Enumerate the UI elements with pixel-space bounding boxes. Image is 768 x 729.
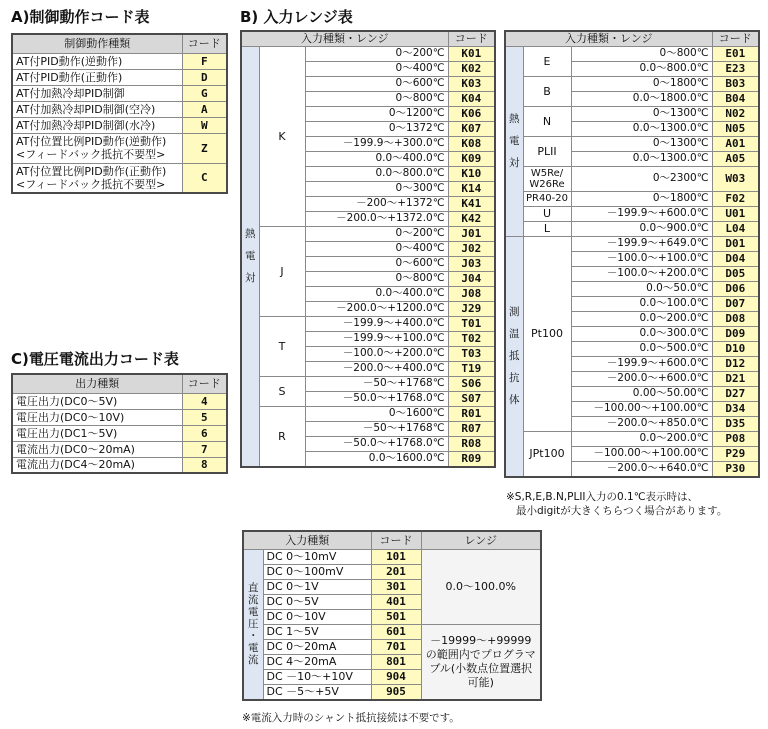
control-action-table [11, 33, 228, 194]
action-label: AT付加熱冷却PID制御 [12, 85, 182, 101]
range-code: F02 [712, 191, 759, 206]
range-code: K09 [448, 151, 495, 166]
type-r-label: R [259, 406, 305, 467]
range-code: R01 [448, 406, 495, 421]
dc-input-code: 905 [371, 684, 421, 700]
range-value: －200.0～+400.0℃ [305, 361, 448, 376]
range-code: D34 [712, 401, 759, 416]
range-value: 0.0～1800.0℃ [571, 91, 712, 106]
dc-input-label: DC －5～+5V [263, 684, 371, 700]
range-value: 0～400℃ [305, 241, 448, 256]
range-value: －199.9～+600.0℃ [571, 206, 712, 221]
range-code: J03 [448, 256, 495, 271]
output-label: 電流出力(DC0～20mA) [12, 441, 182, 457]
range-row [505, 166, 759, 191]
range-code: J08 [448, 286, 495, 301]
range-value: 0.0～1300.0℃ [571, 151, 712, 166]
range-value: －200.0～+1200.0℃ [305, 301, 448, 316]
range-row [505, 236, 759, 251]
range-code: K07 [448, 121, 495, 136]
type-label: B [523, 76, 571, 106]
range-value: 0～800℃ [571, 46, 712, 61]
output-label: 電圧出力(DC0～10V) [12, 409, 182, 425]
range-value: 0～600℃ [305, 256, 448, 271]
dc-input-label: DC 4～20mA [263, 654, 371, 669]
range-code: D10 [712, 341, 759, 356]
range-value: 0～1600℃ [305, 406, 448, 421]
range-code: B04 [712, 91, 759, 106]
type-label: L [523, 221, 571, 236]
range-row [241, 46, 495, 61]
range-value: －200.0～+1372.0℃ [305, 211, 448, 226]
range-value: 0～300℃ [305, 181, 448, 196]
range-code: T19 [448, 361, 495, 376]
range-code: D01 [712, 236, 759, 251]
dc-input-label: DC 0～1V [263, 579, 371, 594]
range-value: 0.0～500.0℃ [571, 341, 712, 356]
range-row [505, 431, 759, 446]
range-code: E23 [712, 61, 759, 76]
output-label: 電圧出力(DC0～5V) [12, 393, 182, 409]
col-header-action-type: 制御動作種類 [12, 34, 182, 53]
dc-input-code: 301 [371, 579, 421, 594]
action-label: AT付加熱冷却PID制御(空冷) [12, 101, 182, 117]
range-code: K41 [448, 196, 495, 211]
range-value: －100.0～+100.0℃ [571, 251, 712, 266]
range-code: E01 [712, 46, 759, 61]
type-pr-label: PR40-20 [523, 191, 571, 206]
range-code: U01 [712, 206, 759, 221]
input-range-table-right [504, 30, 760, 478]
action-label: AT付PID動作(逆動作) [12, 53, 182, 69]
action-code: F [182, 53, 227, 69]
thermocouple-label: 熱 電 対 [505, 46, 523, 236]
section-a-title: A)制御動作コード表 [11, 8, 150, 26]
range-row [241, 316, 495, 331]
range-code: K06 [448, 106, 495, 121]
dc-note: ※電流入力時のシャント抵抗接続は不要です。 [242, 712, 460, 724]
action-code: G [182, 85, 227, 101]
range-value: 0.0～50.0℃ [571, 281, 712, 296]
dc-input-code: 701 [371, 639, 421, 654]
range-code: P08 [712, 431, 759, 446]
range-value: 0.0～400.0℃ [305, 151, 448, 166]
range-value: －199.9～+100.0℃ [305, 331, 448, 346]
dc-input-label: DC 0～20mA [263, 639, 371, 654]
range-value: －50.0～+1768.0℃ [305, 436, 448, 451]
range-code: K01 [448, 46, 495, 61]
range-value: 0～200℃ [305, 46, 448, 61]
type-label: U [523, 206, 571, 221]
range-value: －200.0～+640.0℃ [571, 461, 712, 477]
range-code: S07 [448, 391, 495, 406]
range-note-line1: ※S,R,E,B.N,PLII入力の0.1℃表示時は、 [506, 491, 699, 503]
range-value: 0～1300℃ [571, 136, 712, 151]
range-code: D05 [712, 266, 759, 281]
range-row [505, 106, 759, 121]
range-note-line2: 最小digitが大きくちらつく場合があります。 [516, 505, 728, 517]
type-s-label: S [259, 376, 305, 406]
dc-input-code: 401 [371, 594, 421, 609]
range-code: T02 [448, 331, 495, 346]
range-code: A01 [712, 136, 759, 151]
col-header-input-range: 入力種類・レンジ [505, 31, 712, 46]
rtd-label: 測 温 抵 抗 体 [505, 236, 523, 477]
range-value: 0～2300℃ [571, 166, 712, 191]
range-value: 0～1800℃ [571, 191, 712, 206]
range-row [505, 76, 759, 91]
range-code: N05 [712, 121, 759, 136]
dc-input-label: DC 0～10V [263, 609, 371, 624]
range-value: 0.0～800.0℃ [571, 61, 712, 76]
action-label-note: <フィードバック抵抗不要型> [16, 177, 166, 191]
dc-input-code: 801 [371, 654, 421, 669]
output-code: 8 [182, 457, 227, 473]
dc-input-label: DC 0～100mV [263, 564, 371, 579]
range-value: －199.9～+600.0℃ [571, 356, 712, 371]
range-value: －199.9～+649.0℃ [571, 236, 712, 251]
range-code: D27 [712, 386, 759, 401]
range-value: －200.0～+850.0℃ [571, 416, 712, 431]
dc-input-label: DC 0～10mV [263, 549, 371, 564]
range-value: 0～1800℃ [571, 76, 712, 91]
range-value: 0～200℃ [305, 226, 448, 241]
range-code: L04 [712, 221, 759, 236]
output-code: 6 [182, 425, 227, 441]
col-header-code: コード [371, 531, 421, 549]
output-label: 電流出力(DC4～20mA) [12, 457, 182, 473]
range-value: 0～800℃ [305, 271, 448, 286]
dc-range-top: 0.0～100.0% [421, 549, 541, 624]
dc-input-code: 501 [371, 609, 421, 624]
output-label: 電圧出力(DC1～5V) [12, 425, 182, 441]
input-range-table-left [240, 30, 496, 468]
range-row [505, 191, 759, 206]
range-code: D35 [712, 416, 759, 431]
range-code: J02 [448, 241, 495, 256]
range-code: R09 [448, 451, 495, 467]
range-code: T01 [448, 316, 495, 331]
range-value: 0～1300℃ [571, 106, 712, 121]
range-value: －100.00～+100.00℃ [571, 401, 712, 416]
action-label: AT付PID動作(正動作) [12, 69, 182, 85]
range-row [505, 46, 759, 61]
action-label-note: <フィードバック抵抗不要型> [16, 148, 166, 161]
range-value: －50～+1768℃ [305, 421, 448, 436]
range-code: K02 [448, 61, 495, 76]
range-value: 0.0～100.0℃ [571, 296, 712, 311]
dc-input-table [242, 530, 542, 701]
range-code: W03 [712, 166, 759, 191]
range-value: 0～1372℃ [305, 121, 448, 136]
range-row [241, 226, 495, 241]
range-code: D12 [712, 356, 759, 371]
action-label: AT付加熱冷却PID制御(水冷) [12, 117, 182, 133]
range-code: K04 [448, 91, 495, 106]
range-value: 0.0～1300.0℃ [571, 121, 712, 136]
range-value: 0～1200℃ [305, 106, 448, 121]
range-code: K10 [448, 166, 495, 181]
range-value: －200～+1372℃ [305, 196, 448, 211]
range-value: －50.0～+1768.0℃ [305, 391, 448, 406]
range-value: －100.0～+200.0℃ [305, 346, 448, 361]
section-b-title: B) 入力レンジ表 [240, 8, 353, 26]
range-value: 0～400℃ [305, 61, 448, 76]
type-w5re-label: W5Re/ W26Re [523, 166, 571, 191]
range-code: R07 [448, 421, 495, 436]
range-code: D07 [712, 296, 759, 311]
range-value: －200.0～+600.0℃ [571, 371, 712, 386]
col-header-code: コード [448, 31, 495, 46]
dc-range-bottom: －19999～+99999の範囲内でプログラマブル(小数点位置選択可能) [421, 624, 541, 700]
range-value: 0～800℃ [305, 91, 448, 106]
range-code: P30 [712, 461, 759, 477]
action-code: C [182, 163, 227, 193]
dc-input-code: 201 [371, 564, 421, 579]
range-code: K14 [448, 181, 495, 196]
range-code: S06 [448, 376, 495, 391]
type-label: PLII [523, 136, 571, 166]
range-code: D08 [712, 311, 759, 326]
range-row [505, 136, 759, 151]
range-code: J01 [448, 226, 495, 241]
range-code: K03 [448, 76, 495, 91]
col-header-code: コード [182, 374, 227, 393]
range-value: 0～600℃ [305, 76, 448, 91]
range-value: 0.0～200.0℃ [571, 431, 712, 446]
dc-input-code: 101 [371, 549, 421, 564]
type-pt100-label: Pt100 [523, 236, 571, 431]
range-value: 0.00～50.00℃ [571, 386, 712, 401]
range-row [505, 221, 759, 236]
range-row [241, 376, 495, 391]
type-label: N [523, 106, 571, 136]
type-jpt100-label: JPt100 [523, 431, 571, 477]
type-k-label: K [259, 46, 305, 226]
output-code: 5 [182, 409, 227, 425]
range-code: A05 [712, 151, 759, 166]
dc-input-code: 601 [371, 624, 421, 639]
output-code-table [11, 373, 228, 474]
range-code: N02 [712, 106, 759, 121]
col-header-range: レンジ [421, 531, 541, 549]
col-header-input-type: 入力種類 [243, 531, 371, 549]
range-value: －199.9～+300.0℃ [305, 136, 448, 151]
range-code: P29 [712, 446, 759, 461]
dc-side-label: 直 流 電 圧 ・ 電 流 [243, 549, 263, 700]
range-row [505, 206, 759, 221]
range-code: T03 [448, 346, 495, 361]
range-value: －50～+1768℃ [305, 376, 448, 391]
range-code: J04 [448, 271, 495, 286]
type-t-label: T [259, 316, 305, 376]
col-header-output-type: 出力種類 [12, 374, 182, 393]
col-header-code: コード [182, 34, 227, 53]
range-code: R08 [448, 436, 495, 451]
range-row [241, 406, 495, 421]
range-code: D21 [712, 371, 759, 386]
col-header-input-range: 入力種類・レンジ [241, 31, 448, 46]
range-code: J29 [448, 301, 495, 316]
range-code: D09 [712, 326, 759, 341]
range-value: 0.0～900.0℃ [571, 221, 712, 236]
range-code: D04 [712, 251, 759, 266]
dc-row [243, 549, 541, 564]
action-code: W [182, 117, 227, 133]
range-value: －199.9～+400.0℃ [305, 316, 448, 331]
range-code: K42 [448, 211, 495, 226]
range-code: D06 [712, 281, 759, 296]
range-value: 0.0～400.0℃ [305, 286, 448, 301]
range-code: K08 [448, 136, 495, 151]
output-code: 4 [182, 393, 227, 409]
type-j-label: J [259, 226, 305, 316]
action-code: A [182, 101, 227, 117]
col-header-code: コード [712, 31, 759, 46]
range-value: 0.0～800.0℃ [305, 166, 448, 181]
range-value: －100.0～+200.0℃ [571, 266, 712, 281]
dc-input-label: DC 1～5V [263, 624, 371, 639]
output-code: 7 [182, 441, 227, 457]
dc-input-label: DC －10～+10V [263, 669, 371, 684]
dc-row [243, 624, 541, 639]
range-value: 0.0～1600.0℃ [305, 451, 448, 467]
action-code: Z [182, 133, 227, 163]
range-value: 0.0～300.0℃ [571, 326, 712, 341]
range-value: －100.00～+100.00℃ [571, 446, 712, 461]
action-code: D [182, 69, 227, 85]
range-code: B03 [712, 76, 759, 91]
section-c-title: C)電圧電流出力コード表 [11, 350, 179, 368]
thermocouple-label: 熱 電 対 [241, 46, 259, 467]
type-label: E [523, 46, 571, 76]
action-label: AT付位置比例PID動作(正動作) [16, 164, 167, 178]
dc-input-code: 904 [371, 669, 421, 684]
action-label: AT付位置比例PID動作(逆動作) [16, 135, 167, 148]
dc-input-label: DC 0～5V [263, 594, 371, 609]
range-value: 0.0～200.0℃ [571, 311, 712, 326]
